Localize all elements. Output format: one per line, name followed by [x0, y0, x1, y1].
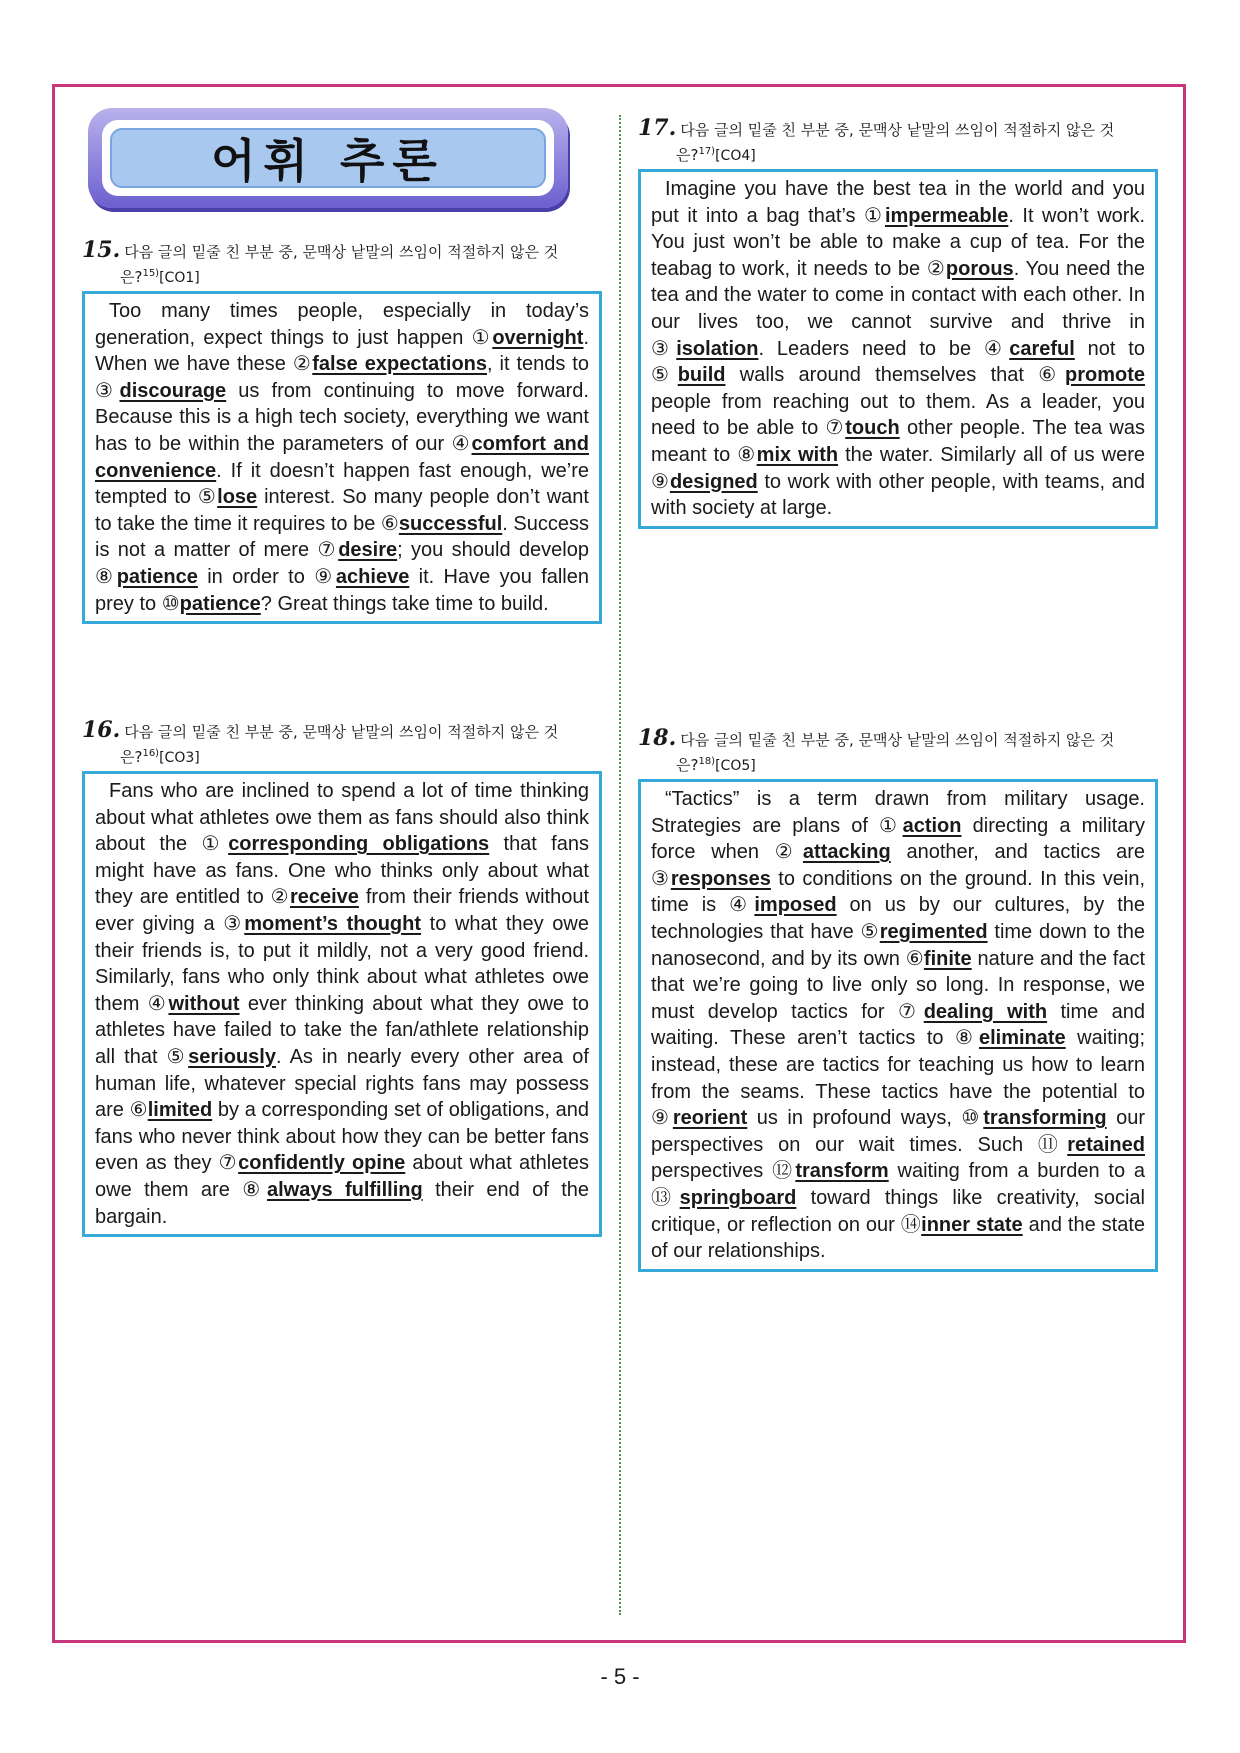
- underlined-word: regimented: [879, 920, 988, 943]
- underlined-word: eliminate: [978, 1027, 1066, 1050]
- passage-text: another, and tactics are ③: [651, 841, 1145, 890]
- underlined-word: imposed: [754, 894, 837, 917]
- underlined-word: retained: [1067, 1133, 1145, 1156]
- question-header: [82, 237, 602, 289]
- passage-text: people from reaching out to them. As a leader, you need to be able to ⑦: [651, 390, 1145, 440]
- underlined-word: transform: [795, 1160, 889, 1183]
- passage-text: . You need the tea and the water to come in contact with each other. In our lives too, we cannot survive and thrive in ③: [651, 257, 1145, 360]
- passage-text: other people. The tea was meant to ⑧: [651, 417, 1145, 466]
- passage-text: nature and the fact that we’re going to live only so long. In response, we must develop tactics for ⑦: [651, 947, 1146, 1023]
- footnote-ref: 15): [142, 268, 160, 279]
- question-header: [82, 717, 602, 769]
- underlined-word: finite: [923, 947, 972, 970]
- underlined-word: porous: [945, 257, 1014, 280]
- question-instruction: 다음 글의 밑줄 친 부분 중, 문맥상 낱말의 쓰임이 적절하지 않은 것: [124, 243, 559, 261]
- passage-text: . When we have these ②: [95, 326, 589, 376]
- underlined-word: mix with: [756, 443, 839, 466]
- passage-text: . As in nearly every other area of human life, whatever special rights fans may possess are ⑥: [95, 1045, 589, 1122]
- underlined-word: corresponding obligations: [228, 833, 490, 856]
- underlined-word: build: [677, 364, 726, 387]
- passage-text: Imagine you have the best tea in the world and you put it into a bag that’s ①: [651, 178, 1145, 227]
- passage-text: on us by our cultures, by the technologies that have ⑤: [651, 894, 1145, 943]
- underlined-word: transforming: [983, 1107, 1107, 1130]
- footnote-ref: 18): [698, 756, 716, 767]
- underlined-word: limited: [147, 1099, 213, 1122]
- underlined-word: isolation: [676, 337, 759, 360]
- question-number: 15.: [82, 237, 121, 263]
- passage-text: not to ⑤: [651, 337, 1145, 387]
- passage-text: by a corresponding set of obligations, and fans who never think about how they can be better fans even as they ⑦: [95, 1099, 589, 1175]
- underlined-word: discourage: [119, 379, 227, 402]
- underlined-word: confidently opine: [238, 1152, 406, 1175]
- underlined-word: action: [902, 814, 962, 837]
- passage-text: about what athletes owe them are ⑧: [95, 1152, 589, 1201]
- underlined-word: false expectations: [312, 353, 487, 376]
- passage-text: Too many times people, especially in today’s generation, expect things to just happen ①: [95, 300, 589, 349]
- question-number: 17.: [638, 115, 677, 141]
- passage-text: to work with other people, with teams, and with society at large.: [651, 470, 1145, 520]
- question-16: [82, 717, 602, 1237]
- underlined-word: reorient: [672, 1107, 748, 1130]
- section-title: 어휘 추론: [211, 134, 445, 188]
- passage-box: [82, 771, 602, 1237]
- footnote-ref: 16): [142, 748, 160, 759]
- passage-text: walls around themselves that ⑥: [725, 364, 1066, 387]
- underlined-word: moment’s thought: [244, 912, 422, 935]
- question-number: 18.: [638, 725, 677, 751]
- passage-text: Fans who are inclined to spend a lot of time thinking about what athletes owe them as fans should also think about the ①: [95, 780, 589, 856]
- question-instruction: 다음 글의 밑줄 친 부분 중, 문맥상 낱말의 쓰임이 적절하지 않은 것: [124, 723, 559, 741]
- passage-text: it. Have you fallen prey to ⑩: [95, 565, 589, 615]
- passage-text: toward things like creativity, social critique, or reflection on our ⑭: [651, 1186, 1145, 1236]
- passage-text: . Leaders need to be ④: [758, 337, 1010, 360]
- passage-text: waiting from a burden to a ⑬: [651, 1160, 1145, 1209]
- passage-text: . It won’t work. You just won’t be able to make a cup of tea. For the teabag to work, it needs to be ②: [651, 204, 1145, 280]
- question-18: [638, 725, 1158, 1272]
- passage-text: ever thinking about what they owe to athletes have failed to take the fan/athlete relationship all that ⑤: [95, 992, 589, 1068]
- question-instruction: 다음 글의 밑줄 친 부분 중, 문맥상 낱말의 쓰임이 적절하지 않은 것: [680, 731, 1115, 749]
- passage-text: in order to ⑨: [197, 565, 336, 588]
- passage-text: that fans might have as fans. One who thinks only about what they are entitled to ②: [95, 833, 589, 909]
- section-title-badge: [88, 108, 568, 208]
- passage-text: . Success is not a matter of mere ⑦: [95, 512, 589, 562]
- underlined-word: careful: [1009, 337, 1075, 360]
- underlined-word: dealing with: [923, 1000, 1048, 1023]
- passage-text: . If it doesn’t happen fast enough, we’re tempted to ⑤: [95, 459, 589, 509]
- underlined-word: receive: [289, 886, 359, 909]
- passage-text: ; you should develop ⑧: [95, 539, 589, 588]
- underlined-word: designed: [669, 470, 758, 493]
- footnote-ref: 17): [698, 146, 716, 157]
- question-instruction-end: 은?: [120, 748, 143, 766]
- passage-box: [82, 291, 602, 624]
- underlined-word: without: [168, 992, 240, 1015]
- page-number: - 5 -: [600, 1664, 640, 1689]
- passage-text: the water. Similarly all of us were ⑨: [651, 443, 1146, 493]
- underlined-word: achieve: [335, 565, 410, 588]
- underlined-word: responses: [670, 867, 771, 890]
- question-instruction-end: 은?: [120, 268, 143, 286]
- question-header: [638, 725, 1158, 777]
- underlined-word: promote: [1065, 364, 1146, 387]
- underlined-word: lose: [217, 486, 258, 509]
- question-instruction: 다음 글의 밑줄 친 부분 중, 문맥상 낱말의 쓰임이 적절하지 않은 것: [680, 121, 1115, 139]
- passage-text: interest. So many people don’t want to take the time it requires to be ⑥: [95, 486, 589, 535]
- passage-text: perspectives ⑫: [651, 1160, 796, 1183]
- question-header: [638, 115, 1158, 167]
- passage-text: to conditions on the ground. In this vein, time is ④: [651, 867, 1145, 917]
- question-code: [CO3]: [159, 750, 200, 766]
- underlined-word: overnight: [492, 326, 584, 349]
- passage-box: [638, 779, 1158, 1272]
- question-code: [CO1]: [159, 270, 200, 286]
- passage-text: waiting; instead, these are tactics for teaching us how to learn from the seams. These tactics have the potential to ⑨: [651, 1027, 1145, 1130]
- passage-text: , it tends to ③: [95, 353, 589, 402]
- passage-text: time and waiting. These aren’t tactics to ⑧: [651, 1000, 1146, 1050]
- passage-text: directing a military force when ②: [651, 814, 1146, 864]
- question-instruction-end: 은?: [676, 756, 699, 774]
- underlined-word: attacking: [802, 841, 891, 864]
- passage-text: from their friends without ever giving a ③: [95, 886, 590, 935]
- underlined-word: comfort and convenience: [95, 432, 589, 482]
- passage-text: “Tactics” is a term drawn from military usage. Strategies are plans of ①: [651, 788, 1145, 837]
- question-number: 16.: [82, 717, 121, 743]
- underlined-word: successful: [398, 512, 503, 535]
- question-code: [CO5]: [715, 758, 756, 774]
- question-17: [638, 115, 1158, 529]
- passage-text: time down to the nanosecond, and by its own ⑥: [651, 920, 1145, 970]
- passage-text: and the state of our relationships.: [651, 1213, 1146, 1263]
- passage-text: to what they owe their friends is, to put it mildly, not a very good friend. Similarly, fans who only think about what athletes owe them ④: [95, 912, 590, 1015]
- underlined-word: inner state: [921, 1213, 1023, 1236]
- passage-box: [638, 169, 1158, 529]
- underlined-word: touch: [845, 417, 900, 440]
- question-15: [82, 237, 602, 624]
- passage-text: their end of the bargain.: [95, 1178, 590, 1228]
- underlined-word: springboard: [679, 1186, 797, 1209]
- passage-text: us from continuing to move forward. Because this is a high tech society, everything we want has to be within the parameters of our ④: [95, 379, 589, 455]
- underlined-word: seriously: [188, 1045, 276, 1068]
- question-instruction-end: 은?: [676, 146, 699, 164]
- question-code: [CO4]: [715, 148, 756, 164]
- passage-text: our perspectives on our wait times. Such ⑪: [651, 1107, 1145, 1156]
- column-divider: [619, 115, 621, 1615]
- underlined-word: desire: [338, 539, 398, 562]
- underlined-word: impermeable: [884, 204, 1009, 227]
- passage-text: us in profound ways, ⑩: [747, 1107, 984, 1130]
- underlined-word: patience: [179, 592, 261, 615]
- underlined-word: always fulfilling: [266, 1178, 423, 1201]
- underlined-word: patience: [116, 565, 198, 588]
- passage-text: ? Great things take time to build.: [260, 592, 549, 615]
